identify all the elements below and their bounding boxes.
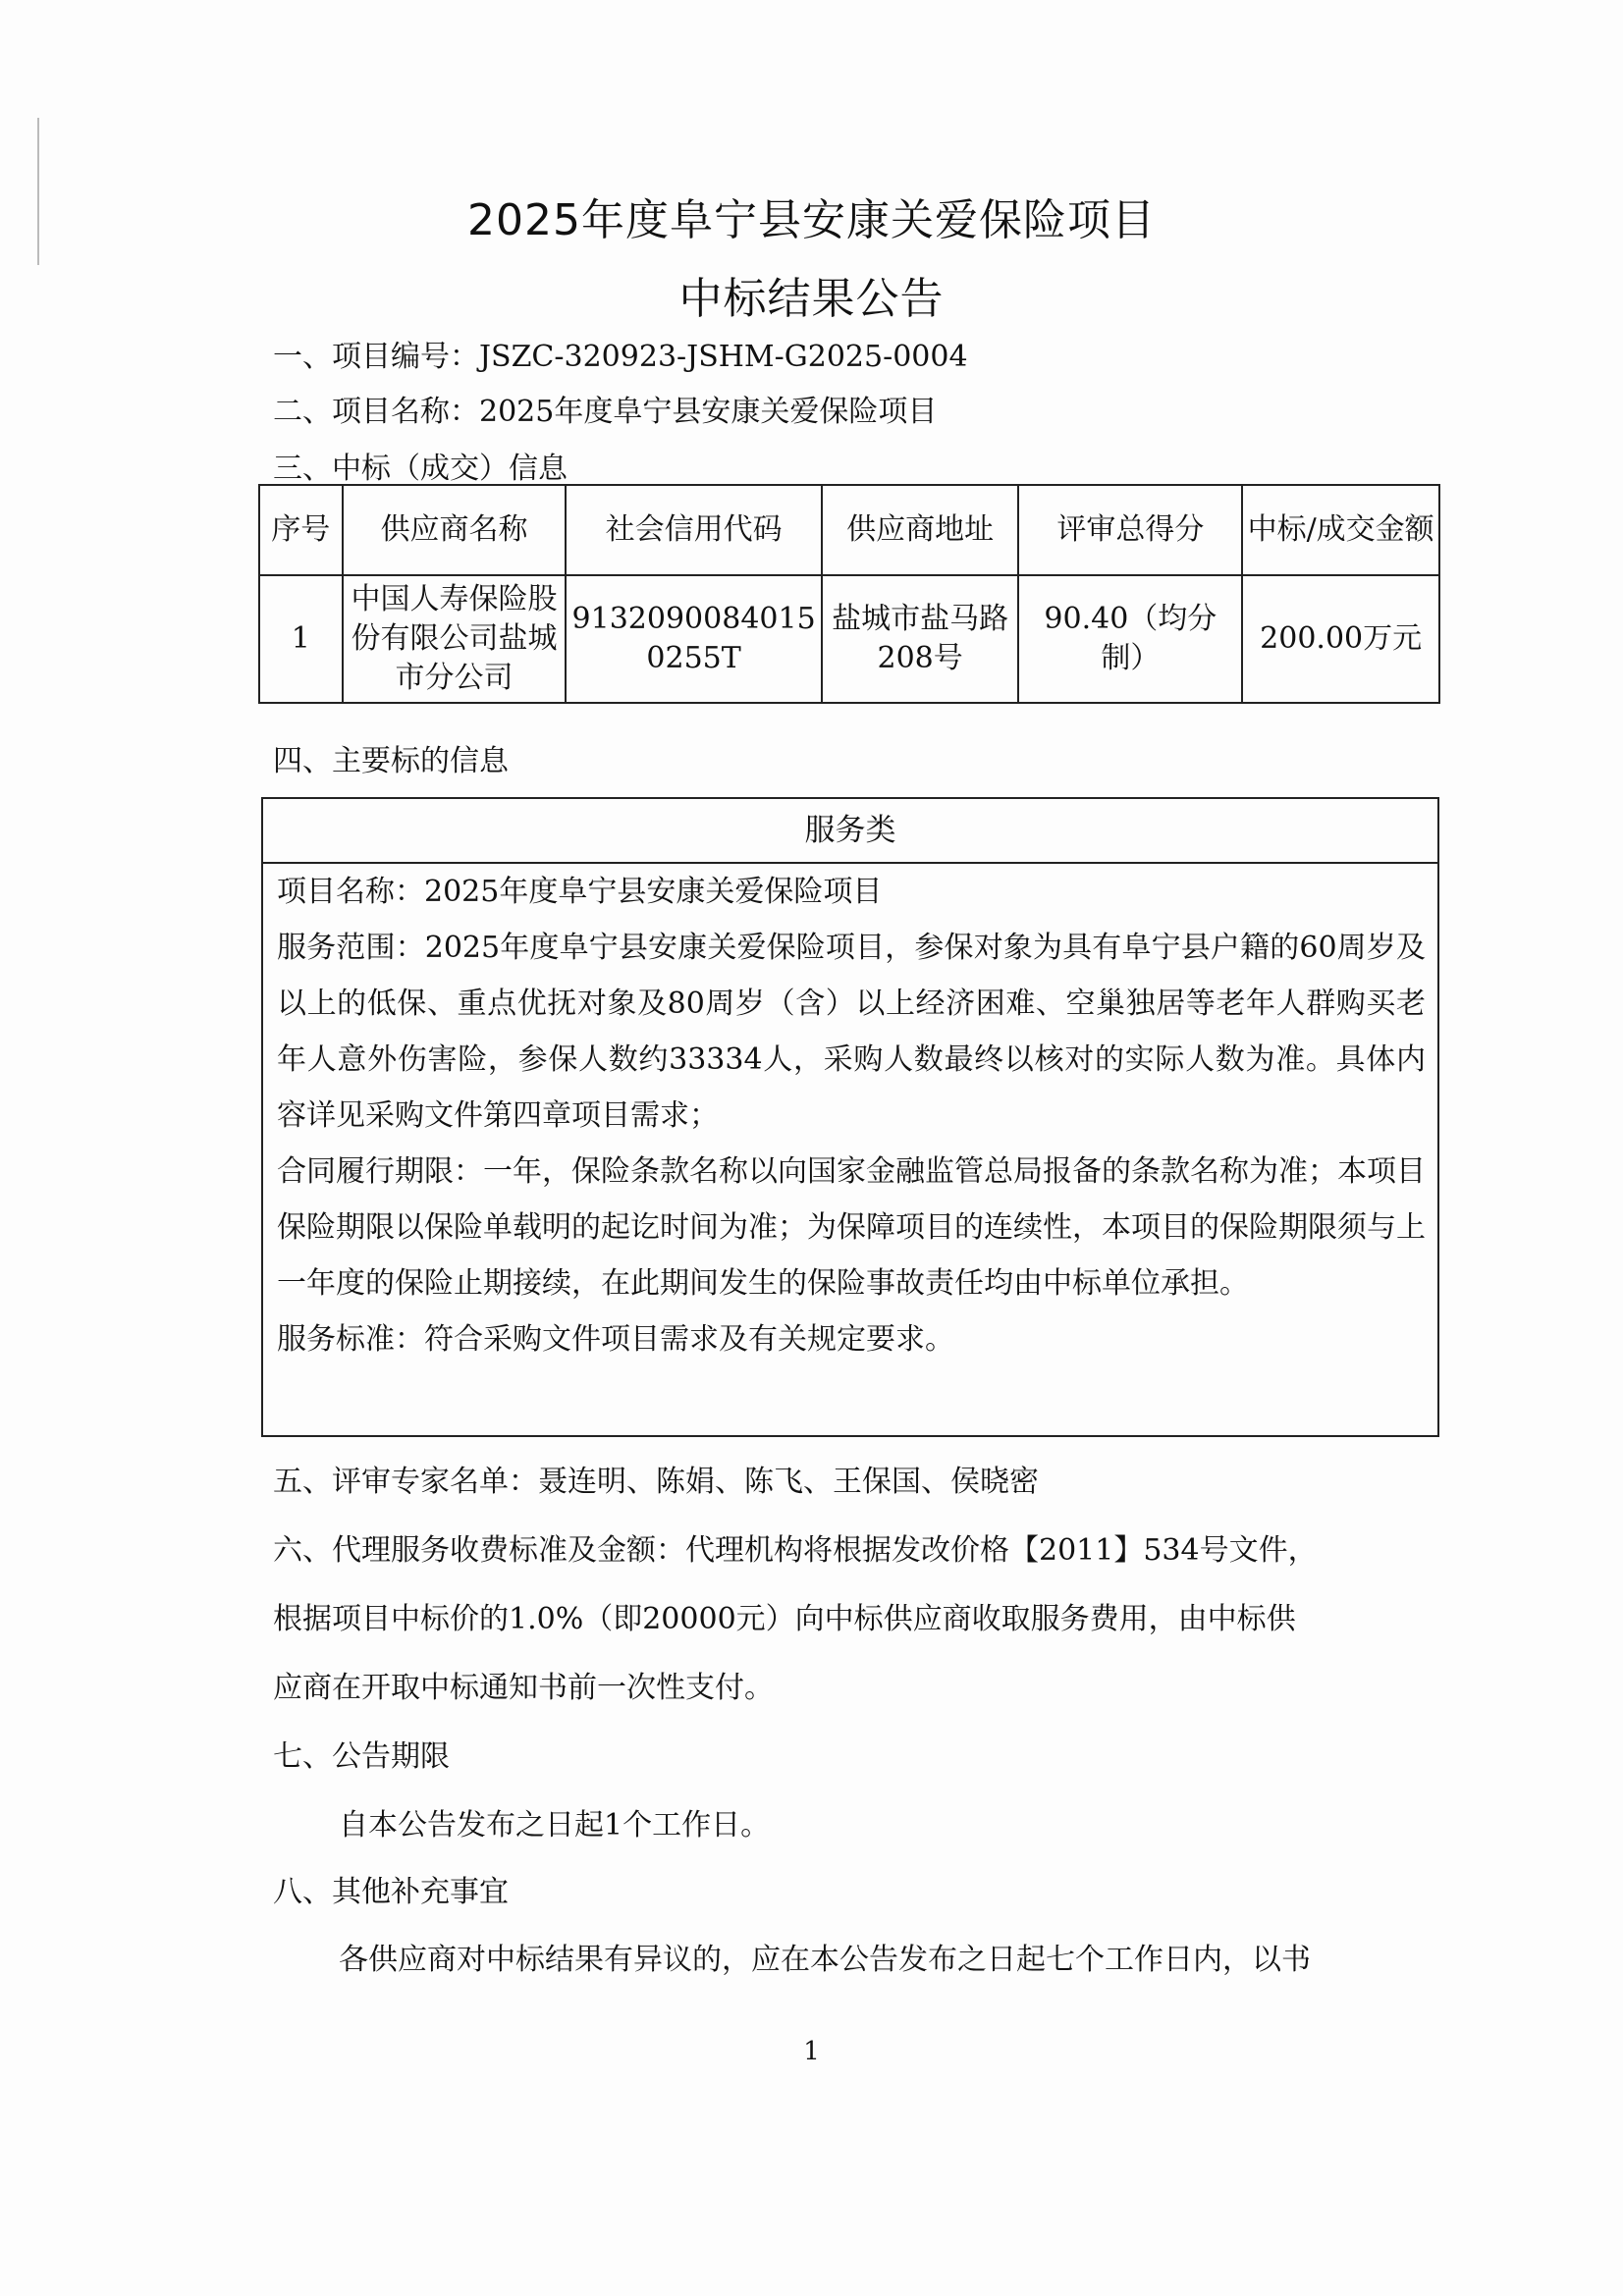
section-agency-fee-line2: 根据项目中标价的1.0%（即20000元）向中标供应商收取服务费用，由中标供 — [273, 1602, 1296, 1636]
other-matters-body: 各供应商对中标结果有异议的，应在本公告发布之日起七个工作日内，以书 — [339, 1943, 1311, 1977]
section-experts: 五、评审专家名单：聂连明、陈娟、陈飞、王保国、侯晓密 — [273, 1465, 1039, 1499]
service-info-box — [261, 797, 1439, 1437]
section-main-subject-heading: 四、主要标的信息 — [273, 744, 509, 778]
cell-index: 1 — [259, 575, 343, 703]
service-scope: 服务范围：2025年度阜宁县安康关爱保险项目，参保对象为具有阜宁县户籍的60周岁及以上的低保、重点优抚对象及80周岁（含）以上经济困难、空巢独居等老年人群购买老年人意外伤害险，参保人数约33334人，采购人数最终以核对的实际人数为准。具体内容详见采购文件第四章项目需求； — [277, 931, 1426, 1133]
service-box-header: 服务类 — [263, 799, 1437, 864]
notice-period-body: 自本公告发布之日起1个工作日。 — [339, 1808, 771, 1842]
page-title-line2: 中标结果公告 — [678, 274, 945, 324]
header-credit-code: 社会信用代码 — [566, 485, 821, 575]
section-agency-fee-line1: 六、代理服务收费标准及金额：代理机构将根据发改价格【2011】534号文件， — [273, 1533, 1318, 1568]
cell-score: 90.40（均分制） — [1018, 575, 1242, 703]
service-standard: 服务标准：符合采购文件项目需求及有关规定要求。 — [277, 1322, 954, 1357]
header-amount: 中标/成交金额 — [1242, 485, 1439, 575]
page-title-line1: 2025年度阜宁县安康关爱保险项目 — [467, 195, 1156, 245]
header-address: 供应商地址 — [822, 485, 1019, 575]
section-bid-info-heading: 三、中标（成交）信息 — [273, 452, 568, 486]
cell-amount: 200.00万元 — [1242, 575, 1439, 703]
section-notice-period: 七、公告期限 — [273, 1739, 450, 1774]
service-box-body — [263, 864, 1437, 1367]
service-period: 合同履行期限：一年，保险条款名称以向国家金融监管总局报备的条款名称为准；本项目保险期限以保险单载明的起讫时间为准；为保障项目的连续性，本项目的保险期限须与上一年度的保险止期接续，在此期间发生的保险事故责任均由中标单位承担。 — [277, 1154, 1426, 1301]
cell-credit-code: 91320900840150255T — [566, 575, 821, 703]
cell-supplier: 中国人寿保险股份有限公司盐城市分公司 — [343, 575, 567, 703]
header-supplier: 供应商名称 — [343, 485, 567, 575]
section-project-number: 一、项目编号：JSZC-320923-JSHM-G2025-0004 — [273, 340, 968, 374]
section-project-name: 二、项目名称：2025年度阜宁县安康关爱保险项目 — [273, 395, 938, 429]
header-score: 评审总得分 — [1018, 485, 1242, 575]
service-item-name: 项目名称：2025年度阜宁县安康关爱保险项目 — [277, 875, 883, 909]
section-other-matters: 八、其他补充事宜 — [273, 1875, 509, 1909]
section-agency-fee-line3: 应商在开取中标通知书前一次性支付。 — [273, 1671, 774, 1705]
bid-result-table — [258, 484, 1440, 704]
table-row — [259, 575, 1439, 703]
header-index: 序号 — [259, 485, 343, 575]
cell-address: 盐城市盐马路208号 — [822, 575, 1019, 703]
page-number: 1 — [803, 2037, 820, 2066]
table-header-row — [259, 485, 1439, 575]
